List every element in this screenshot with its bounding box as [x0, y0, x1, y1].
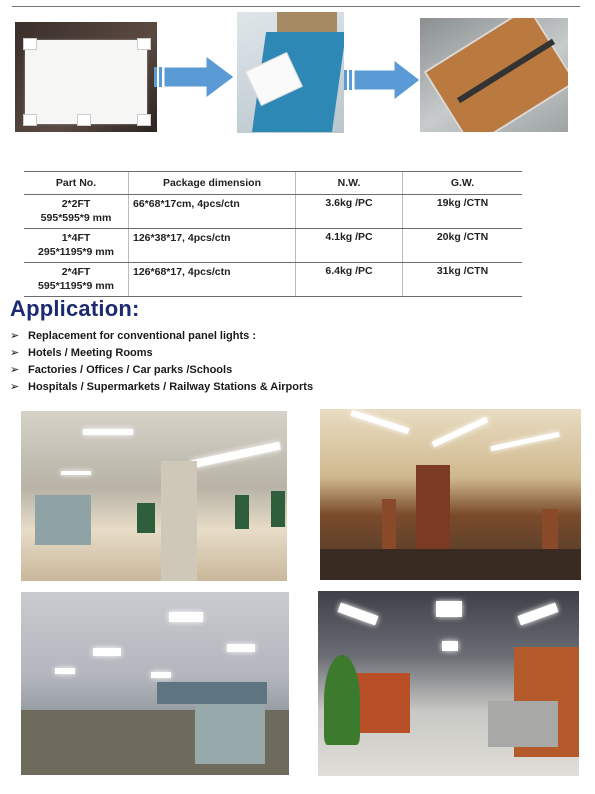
ceiling-light — [55, 668, 75, 674]
application-item: Hospitals / Supermarkets / Railway Stations & Airports — [28, 380, 314, 393]
package-cell: 126*38*17, 4pcs/ctn — [129, 229, 296, 263]
carton-box — [277, 12, 337, 34]
gw-cell: 19kg /CTN — [403, 195, 523, 229]
application-item: Hotels / Meeting Rooms — [28, 346, 153, 359]
nw-cell: 3.6kg /PC — [296, 195, 403, 229]
list-item — [10, 378, 313, 395]
carton-package-photo — [420, 18, 568, 132]
part-size: 295*1195*9 mm — [38, 246, 114, 258]
column — [161, 461, 197, 581]
part-no-cell — [24, 263, 129, 297]
table-header-row — [24, 172, 522, 195]
right-arrow-icon — [344, 58, 422, 102]
ceiling-light — [93, 648, 121, 656]
green-panel — [271, 491, 285, 527]
white-led-panel — [25, 40, 147, 124]
list-item — [10, 361, 313, 378]
part-no-cell — [24, 229, 129, 263]
green-panel — [235, 495, 249, 529]
part-name: 2*2FT — [61, 198, 91, 210]
corridor-office-photo — [318, 591, 579, 776]
arrow-bullet-icon: ➢ — [10, 381, 20, 393]
ceiling-light — [151, 672, 171, 678]
ceiling-light — [191, 442, 281, 469]
list-item — [10, 327, 313, 344]
orange-wall — [354, 673, 410, 733]
foam-packing-photo — [237, 12, 344, 133]
part-size: 595*1195*9 mm — [38, 280, 114, 292]
ceiling-light — [517, 602, 558, 625]
table-row — [24, 229, 522, 263]
ceiling-light — [432, 417, 489, 448]
green-panel — [137, 503, 155, 533]
panel-with-corner-protectors-photo — [15, 22, 157, 132]
gw-cell: 20kg /CTN — [403, 229, 523, 263]
top-rule — [12, 6, 580, 7]
corner-protector — [23, 114, 37, 126]
table-row — [24, 195, 522, 229]
ceiling-light — [83, 429, 133, 435]
plant — [324, 655, 360, 745]
nw-cell: 4.1kg /PC — [296, 229, 403, 263]
arrow-bullet-icon: ➢ — [10, 347, 20, 359]
package-cell: 126*68*17, 4pcs/ctn — [129, 263, 296, 297]
windows — [157, 682, 267, 704]
lobby-photo — [21, 411, 287, 581]
application-item: Factories / Offices / Car parks /Schools — [28, 363, 233, 376]
part-no-cell — [24, 195, 129, 229]
ceiling-light — [442, 641, 458, 651]
part-size: 595*595*9 mm — [40, 212, 112, 224]
table-row — [24, 263, 522, 297]
ceiling-light — [61, 471, 91, 475]
ceiling-light — [227, 644, 255, 652]
ceiling-light — [337, 602, 378, 625]
corner-protector — [137, 114, 151, 126]
application-title: Application: — [10, 296, 140, 321]
cubicle-partition — [195, 704, 265, 764]
col-header-part-no: Part No. — [24, 172, 129, 195]
application-item: Replacement for conventional panel lights : — [28, 329, 256, 342]
right-arrow-icon — [154, 54, 236, 100]
workstations — [488, 701, 558, 747]
col-header-nw: N.W. — [296, 172, 403, 195]
ceiling-light — [351, 410, 410, 434]
ceiling-light — [436, 601, 462, 617]
restaurant-photo — [320, 409, 581, 580]
col-header-gw: G.W. — [403, 172, 523, 195]
package-spec-table — [24, 171, 522, 297]
col-header-package-dimension: Package dimension — [129, 172, 296, 195]
arrow-bullet-icon: ➢ — [10, 364, 20, 376]
glass-doorway — [35, 495, 91, 545]
office-ceiling-photo — [21, 592, 289, 775]
part-name: 1*4FT — [61, 232, 91, 244]
dining-tables — [320, 549, 581, 580]
package-cell: 66*68*17cm, 4pcs/ctn — [129, 195, 296, 229]
application-list — [10, 327, 313, 395]
part-name: 2*4FT — [61, 266, 91, 278]
gw-cell: 31kg /CTN — [403, 263, 523, 297]
ceiling-light — [490, 432, 560, 451]
corner-protector — [137, 38, 151, 50]
ceiling-light — [169, 612, 203, 622]
corner-protector — [23, 38, 37, 50]
list-item — [10, 344, 313, 361]
arrow-bullet-icon: ➢ — [10, 330, 20, 342]
corner-protector — [77, 114, 91, 126]
nw-cell: 6.4kg /PC — [296, 263, 403, 297]
